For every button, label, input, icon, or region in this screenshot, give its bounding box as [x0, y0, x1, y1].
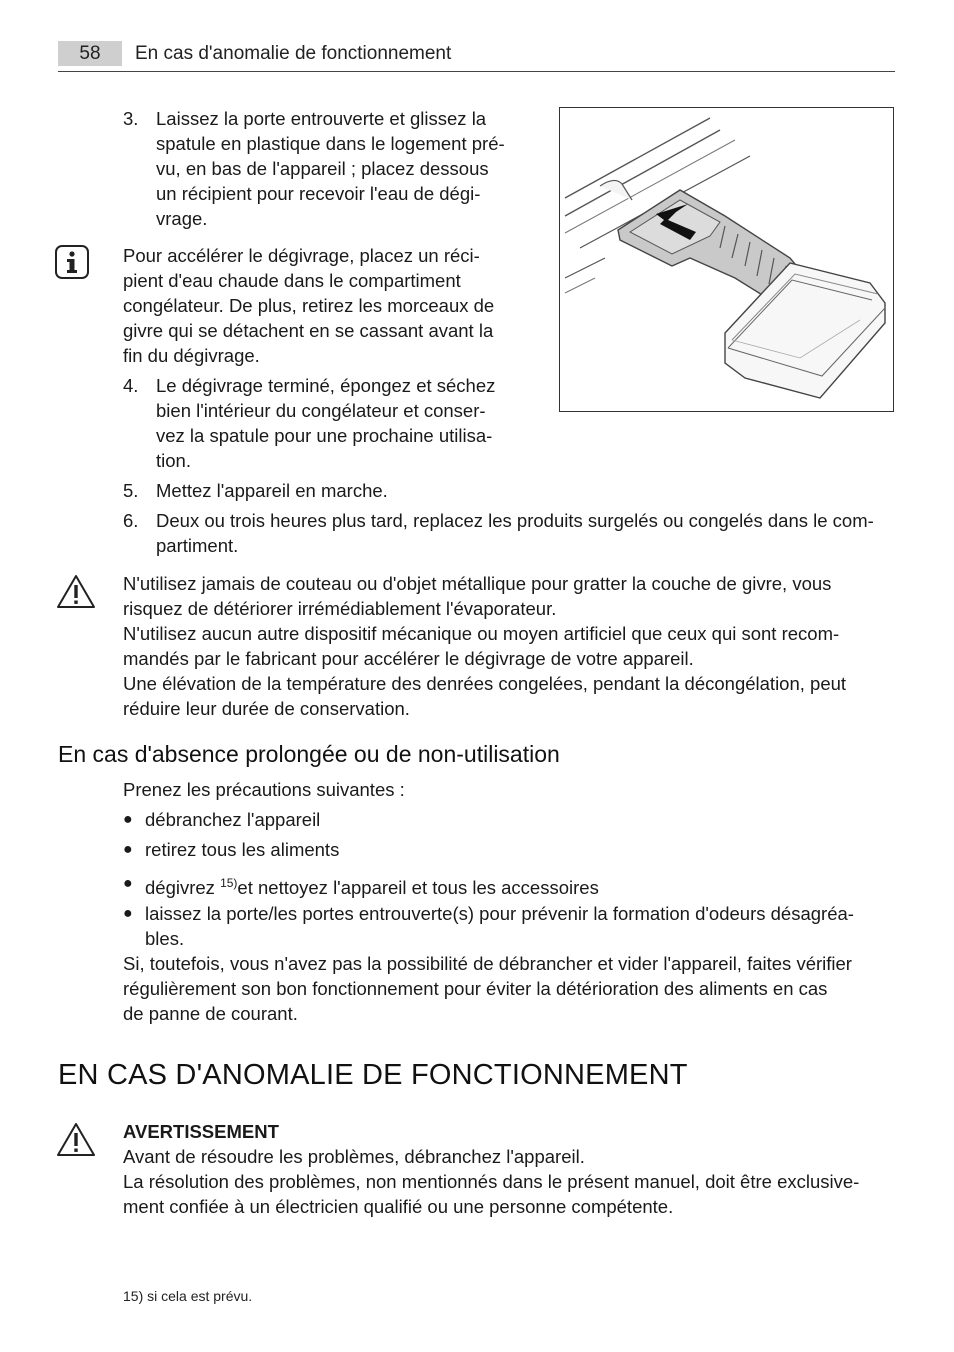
info-icon: [55, 245, 89, 279]
bullet-text: [145, 901, 854, 951]
warning-line: N'utilisez aucun autre dispositif mécanique ou moyen artificiel que ceux qui sont recom-: [123, 623, 840, 644]
step-number: 4.: [123, 375, 139, 396]
running-header-title: En cas d'anomalie de fonctionnement: [135, 43, 452, 64]
list-item: [123, 867, 913, 901]
bullet-icon: ●: [123, 811, 133, 828]
bullet-line: bles.: [145, 928, 185, 949]
closing-line: de panne de courant.: [123, 1003, 298, 1024]
warning-line: ment confiée à un électricien qualifié ou une personne compétente.: [123, 1196, 674, 1217]
absence-closing: [123, 951, 913, 1026]
warning-line: risquez de détériorer irrémédiablement l'évaporateur.: [123, 598, 557, 619]
step-line: tion.: [156, 450, 191, 471]
note-line: pient d'eau chaude dans le compartiment: [123, 270, 461, 291]
warning-line: Une élévation de la température des denrées congelées, pendant la décongélation, peut: [123, 673, 847, 694]
bullet-icon: ●: [123, 905, 133, 922]
info-note-text: [123, 243, 543, 368]
step-5: [123, 478, 883, 503]
step-line: un récipient pour recevoir l'eau de dégi-: [156, 183, 481, 204]
step-line: Deux ou trois heures plus tard, replacez les produits surgelés ou congelés dans le com-: [156, 510, 874, 531]
footnote-ref: 15): [220, 876, 238, 890]
step-line: vrage.: [156, 208, 208, 229]
step-line: Mettez l'appareil en marche.: [156, 480, 388, 501]
bullet-text-part: et nettoyez l'appareil et tous les accessoires: [237, 877, 599, 899]
step-line: bien l'intérieur du congélateur et conser-: [156, 400, 486, 421]
malfunction-warning-text: [123, 1119, 913, 1219]
step-line: spatule en plastique dans le logement pré-: [156, 133, 505, 154]
step-4: [123, 373, 543, 473]
bullet-text-part: dégivrez: [145, 877, 221, 899]
section-heading-malfunction: EN CAS D'ANOMALIE DE FONCTIONNEMENT: [58, 1059, 688, 1091]
warning-title: AVERTISSEMENT: [123, 1121, 279, 1142]
step-number: 6.: [123, 510, 139, 531]
step-number: 5.: [123, 480, 139, 501]
page-number: 58: [58, 41, 122, 66]
warning-line: réduire leur durée de conservation.: [123, 698, 410, 719]
step-line: vez la spatule pour une prochaine utilisa-: [156, 425, 493, 446]
step-line: partiment.: [156, 535, 239, 556]
bullet-text: retirez tous les aliments: [145, 839, 340, 860]
warning-1-text: [123, 571, 913, 721]
note-line: givre qui se détachent en se cassant avant la: [123, 320, 494, 341]
step-line: Laissez la porte entrouverte et glissez la: [156, 108, 487, 129]
scraper-drawing: [560, 108, 894, 412]
section-heading-absence: En cas d'absence prolongée ou de non-utilisation: [58, 741, 560, 767]
step-line: vu, en bas de l'appareil ; placez dessous: [156, 158, 489, 179]
step-3: [123, 106, 543, 231]
list-item: [123, 807, 913, 837]
note-line: Pour accélérer le dégivrage, placez un réci-: [123, 245, 480, 266]
list-item: [123, 837, 913, 867]
bullet-text: débranchez l'appareil: [145, 809, 321, 830]
closing-line: régulièrement son bon fonctionnement pour éviter la détérioration des aliments en cas: [123, 978, 828, 999]
step-number: 3.: [123, 108, 139, 129]
note-line: congélateur. De plus, retirez les morceaux de: [123, 295, 495, 316]
warning-icon: [56, 574, 96, 610]
bullet-icon: ●: [123, 841, 133, 858]
header-rule: [58, 71, 895, 72]
step-6: [123, 508, 913, 558]
bullet-text: [145, 871, 599, 900]
note-line: fin du dégivrage.: [123, 345, 260, 366]
warning-icon: [56, 1122, 96, 1158]
footnote: 15) si cela est prévu.: [123, 1288, 253, 1304]
defrost-scraper-illustration: [559, 107, 894, 412]
warning-line: N'utilisez jamais de couteau ou d'objet métallique pour gratter la couche de givre, vous: [123, 573, 832, 594]
closing-line: Si, toutefois, vous n'avez pas la possibilité de débrancher et vider l'appareil, faites vérifier: [123, 953, 852, 974]
warning-line: mandés par le fabricant pour accélérer le dégivrage de votre appareil.: [123, 648, 694, 669]
absence-bullet-list: [123, 807, 913, 951]
bullet-line: laissez la porte/les portes entrouverte(s) pour prévenir la formation d'odeurs désagréa-: [145, 903, 854, 924]
list-item: [123, 901, 913, 951]
bullet-icon: ●: [123, 875, 133, 892]
warning-line: La résolution des problèmes, non mentionnés dans le présent manuel, doit être exclusive-: [123, 1171, 860, 1192]
warning-line: Avant de résoudre les problèmes, débranchez l'appareil.: [123, 1146, 585, 1167]
step-line: Le dégivrage terminé, épongez et séchez: [156, 375, 496, 396]
absence-intro: Prenez les précautions suivantes :: [123, 779, 405, 800]
